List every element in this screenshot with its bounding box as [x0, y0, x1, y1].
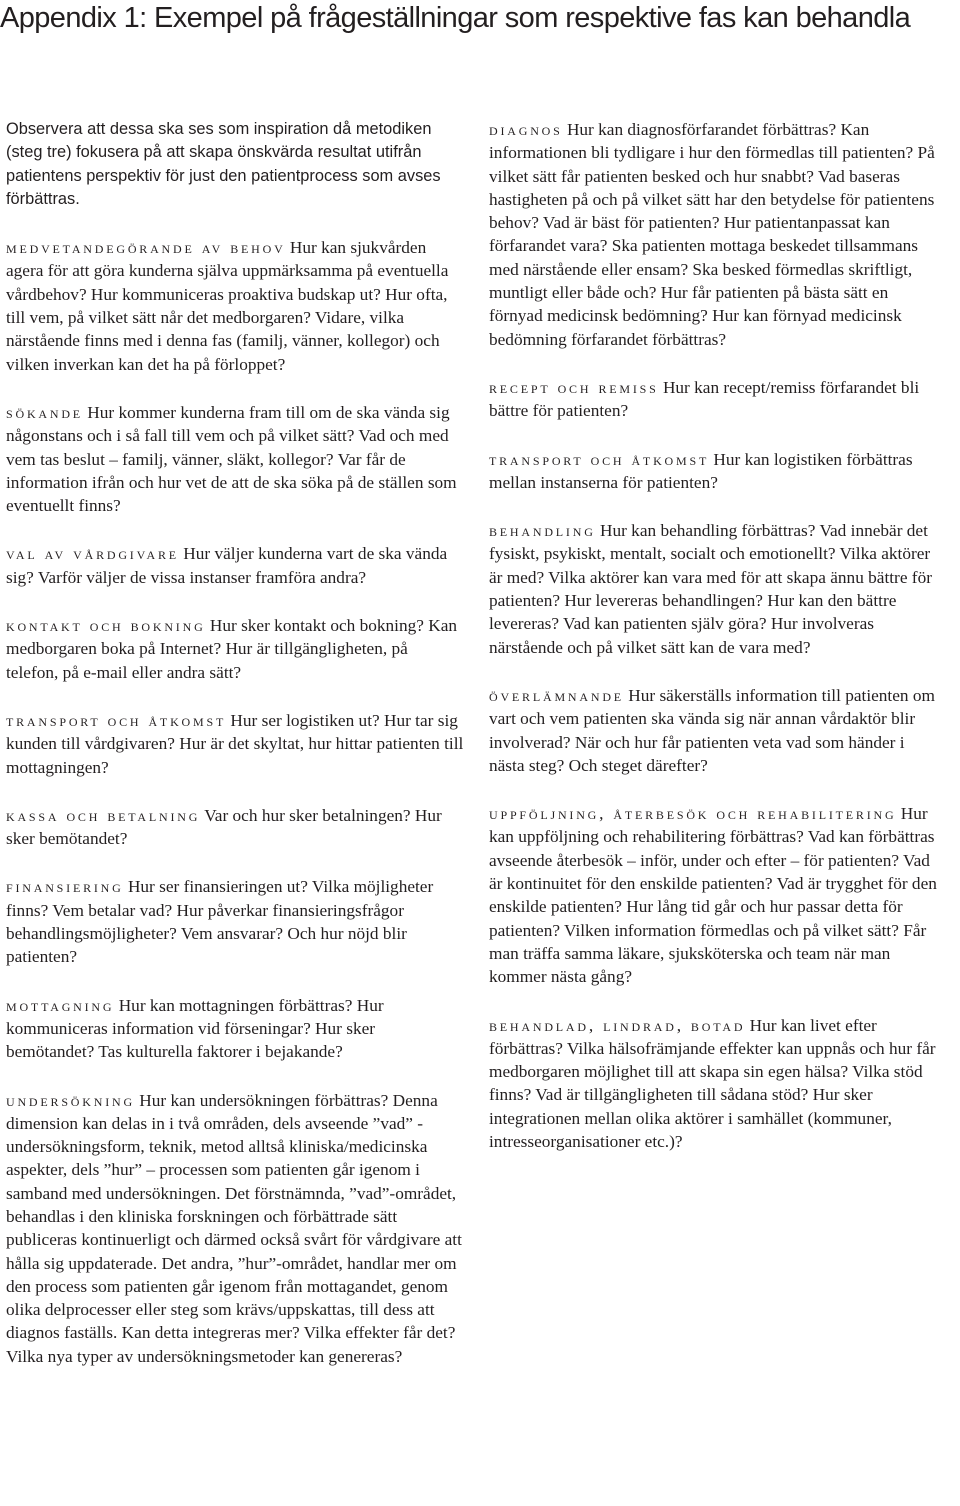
section-text: Hur kan uppföljning och rehabilitering förbättras? Vad kan förbättras avseende återbesök – inför, under och efter – för patienten? Vad är kontinuitet för den enskilde patienten? Vad är trygghet för den enskilde patienten? Hur lång tid går och hur passar detta för patienten? Vilken information förmedlas och på vilket sätt? Får man träffa samma läkare, sjuksköterska och team när man kommer nästa gång?: [489, 804, 937, 987]
section-lead: behandlad, lindrad, botad: [489, 1015, 746, 1035]
section-recept-och-remiss: [489, 376, 943, 423]
section-uppfoljning: [489, 802, 943, 988]
section-undersokning: [6, 1089, 464, 1369]
section-lead: kassa och betalning: [6, 805, 201, 825]
section-medvetandegorande: [6, 236, 464, 376]
section-text: Hur kan sjukvården agera för att göra kunderna själva uppmärksamma på eventuella vårdbehov? Hur kommuniceras proaktiva budskap ut? Hur ofta, till vem, på vilket sätt når det medborgaren? Vidare, vilka närstående finns med i denna fas (familj, vänner, kollegor) och vilken inverkan kan det ha på förloppet?: [6, 238, 449, 374]
page-title: Appendix 1: Exempel på frågeställningar som respektive fas kan behandla: [0, 2, 911, 34]
intro-paragraph: Observera att dessa ska ses som inspiration då metodiken (steg tre) fokusera på att skapa önskvärda resultat utifrån patientens perspektiv för just den patientprocess som avses förbättras.: [6, 120, 441, 208]
section-lead: överlämnande: [489, 685, 624, 705]
section-lead: finansiering: [6, 877, 124, 897]
section-lead: medvetandegörande av behov: [6, 238, 286, 258]
section-text: Hur kan diagnosförfarandet förbättras? Kan informationen bli tydligare i hur den förmedlas till patienten? På vilket sätt får patienten besked och hur snabbt? Vad baseras hastigheten på och på vilket sätt har den betydelse för patientens behov? Vad är bäst för patienten? Hur patientanpassat kan förfarandet vara? Ska patienten mottaga beskedet tillsammans med närstående eller ensam? Ska besked förmedlas skriftligt, muntligt eller både och? Hur får patienten på bästa sätt en förnyad medicinsk bedömning? Hur kan förnyad medicinsk bedömning förfarandet förbättras?: [489, 120, 935, 349]
section-text: Hur kan mottagningen förbättras? Hur kommuniceras information vid förseningar? Hur sker bemötandet? Tas kulturella faktorer i bejakande?: [6, 995, 384, 1062]
right-column: [489, 118, 943, 1178]
section-lead: transport och åtkomst: [6, 710, 227, 730]
section-lead: behandling: [489, 521, 596, 541]
section-finansiering: [6, 875, 464, 968]
section-behandlad-lindrad-botad: [489, 1014, 943, 1154]
section-transport-och-atkomst: [6, 709, 464, 779]
section-text: Hur ser finansieringen ut? Vilka möjligheter finns? Vem betalar vad? Hur påverkar finansieringsfrågor behandlingsmöjligheter? Vem ansvarar? Och hur nöjd blir patienten?: [6, 877, 434, 967]
section-val-av-vardgivare: [6, 542, 464, 589]
section-text: Hur kan recept/remiss förfarandet bli bättre för patienten?: [489, 377, 920, 421]
section-lead: uppföljning, återbesök och rehabilitering: [489, 804, 897, 824]
section-text: Hur kan undersökningen förbättras? Denna dimension kan delas in i två områden, dels avseende ”vad” - undersökningsform, teknik, metod alltså kliniska/medicinska aspekter, dels ”hur” – processen som patienten går igenom i samband med undersökningen. Det förstnämnda, ”vad”-området, behandlas i den kliniska forskningen och förbättrade sätt publiceras kontinuerligt och därmed också svårt för vårdgivare att hålla sig uppdaterade. Det andra, ”hur”-området, handlar mer om den process som patienten går igenom från mottagandet, genom olika delprocesser eller steg som krävs/uppskattas, till dess att diagnos faställs. Kan detta integreras mer? Vilka effekter får det? Vilka nya typer av undersökningsmetoder kan genereras?: [6, 1090, 462, 1366]
section-text: Hur kan livet efter förbättras? Vilka hälsofrämjande effekter kan uppnås och hur får medborgaren möjlighet till att skapa sin egen hälsa? Vilka stöd finns? Vad är tillgängligheten till sådana stöd? Hur sker integrationen mellan olika aktörer i samhället (kommuner, intresseorganisationer etc.)?: [489, 1015, 936, 1151]
section-lead: sökande: [6, 402, 83, 422]
section-lead: val av vårdgivare: [6, 544, 179, 564]
section-lead: transport och åtkomst: [489, 449, 710, 469]
section-lead: kontakt och bokning: [6, 616, 206, 636]
section-kassa-och-betalning: [6, 804, 464, 851]
section-text: Hur väljer kunderna vart de ska vända sig? Varför väljer de vissa instanser framföra andra?: [6, 544, 448, 587]
section-lead: diagnos: [489, 120, 563, 139]
section-text: Hur säkerställs information till patienten om vart och vem patienten ska vända sig när annan vårdaktör blir involverad? När och hur får patienten veta vad som händer i nästa steg? Och steget därefter?: [489, 685, 935, 775]
section-text: Hur ser logistiken ut? Hur tar sig kunden till vårdgivaren? Hur är det skyltat, hur hittar patienten till mottagningen?: [6, 710, 464, 777]
section-text: Hur kan behandling förbättras? Vad innebär det fysiskt, psykiskt, mentalt, socialt och emotionellt? Vilka aktörer är med? Vilka aktörer kan vara med för att skapa ännu bättre för patienten? Hur levereras behandlingen? Hur kan den bättre levereras? Vad kan patienten själv göra? Hur involveras närstående och på vilket sätt kan de vara med?: [489, 521, 932, 657]
section-sokande: [6, 401, 464, 517]
section-transport-och-atkomst-2: [489, 448, 943, 495]
section-kontakt-och-bokning: [6, 614, 464, 684]
section-text: Hur kan logistiken förbättras mellan instanserna för patienten?: [489, 449, 913, 492]
section-lead: recept och remiss: [489, 377, 659, 397]
section-text: Hur kommer kunderna fram till om de ska vända sig någonstans och i så fall till vem och på vilket sätt? Vad och med vem tas beslut – familj, vänner, släkt, kollegor? Var får de information ifrån och hur vet de att de ska söka på de ställen som eventuellt finns?: [6, 402, 457, 516]
section-text: Var och hur sker betalningen? Hur sker bemötandet?: [6, 805, 442, 849]
section-mottagning: [6, 994, 464, 1064]
section-behandling: [489, 519, 943, 659]
section-diagnos: [489, 118, 943, 351]
left-column: [6, 118, 464, 1393]
section-overlamnande: [489, 684, 943, 777]
section-lead: mottagning: [6, 995, 115, 1015]
section-text: Hur sker kontakt och bokning? Kan medborgaren boka på Internet? Hur är tillgängligheten, på telefon, på e-mail eller andra sätt?: [6, 616, 458, 682]
section-lead: undersökning: [6, 1090, 135, 1110]
